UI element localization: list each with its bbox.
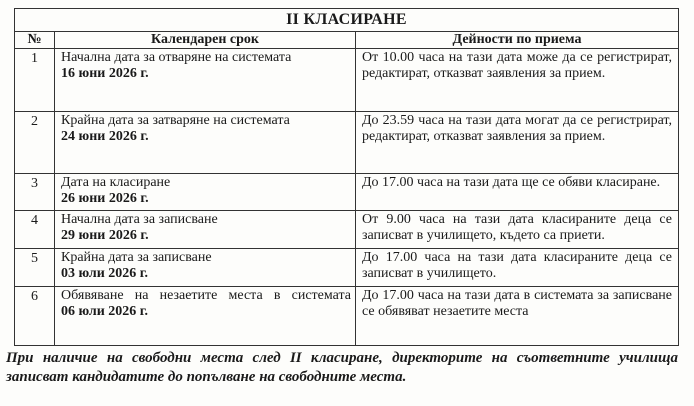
term-date: 26 юни 2026 г. [61, 191, 149, 206]
term-date: 03 юли 2026 г. [61, 266, 149, 281]
table-header-row [15, 32, 678, 49]
row-number: 6 [15, 287, 55, 345]
term-text: Дата на класиране [61, 175, 171, 190]
row-activity: От 10.00 часа на тази дата може да се регистрират, редактират, отказват заявления за прием. [362, 50, 672, 81]
table-title: II КЛАСИРАНЕ [15, 9, 678, 32]
row-term [55, 174, 356, 210]
row-activity: От 9.00 часа на тази дата класираните деца се записват в училището, където са приети. [362, 212, 672, 243]
row-activity: До 17.00 часа на тази дата класираните деца се записват в училището. [362, 250, 672, 281]
row-term [55, 211, 356, 248]
row-number: 2 [15, 112, 55, 173]
row-activity: До 17.00 часа на тази дата в системата за записване се обявяват незаетите места [362, 288, 672, 319]
term-date: 06 юли 2026 г. [61, 304, 149, 319]
term-text: Обявяване на незаетите места в системата [61, 288, 351, 303]
term-text: Крайна дата за затваряне на системата [61, 113, 290, 128]
table-row [15, 211, 678, 249]
term-date: 29 юни 2026 г. [61, 228, 149, 243]
header-number: № [15, 32, 55, 48]
admission-schedule-table [14, 8, 679, 346]
row-number: 4 [15, 211, 55, 248]
row-term [55, 49, 356, 111]
table-row [15, 112, 678, 174]
row-term [55, 249, 356, 286]
term-date: 24 юни 2026 г. [61, 129, 149, 144]
row-activity: До 17.00 часа на тази дата ще се обяви класиране. [362, 175, 661, 190]
row-activity: До 23.59 часа на тази дата могат да се регистрират, редактират, отказват заявления за прием. [362, 113, 672, 144]
term-text: Начална дата за записване [61, 212, 218, 227]
table-row [15, 249, 678, 287]
row-number: 5 [15, 249, 55, 286]
row-term [55, 287, 356, 345]
footnote: При наличие на свободни места след II класиране, директорите на съответните училища записват кандидатите до попълване на свободните места. [6, 350, 678, 385]
table-row [15, 49, 678, 112]
table-row [15, 287, 678, 346]
row-number: 1 [15, 49, 55, 111]
row-term [55, 112, 356, 173]
term-text: Крайна дата за записване [61, 250, 212, 265]
term-date: 16 юни 2026 г. [61, 66, 149, 81]
table-row [15, 174, 678, 211]
row-number: 3 [15, 174, 55, 210]
header-activities: Дейности по приема [452, 32, 582, 47]
term-text: Начална дата за отваряне на системата [61, 50, 292, 65]
header-term: Календарен срок [55, 32, 356, 48]
